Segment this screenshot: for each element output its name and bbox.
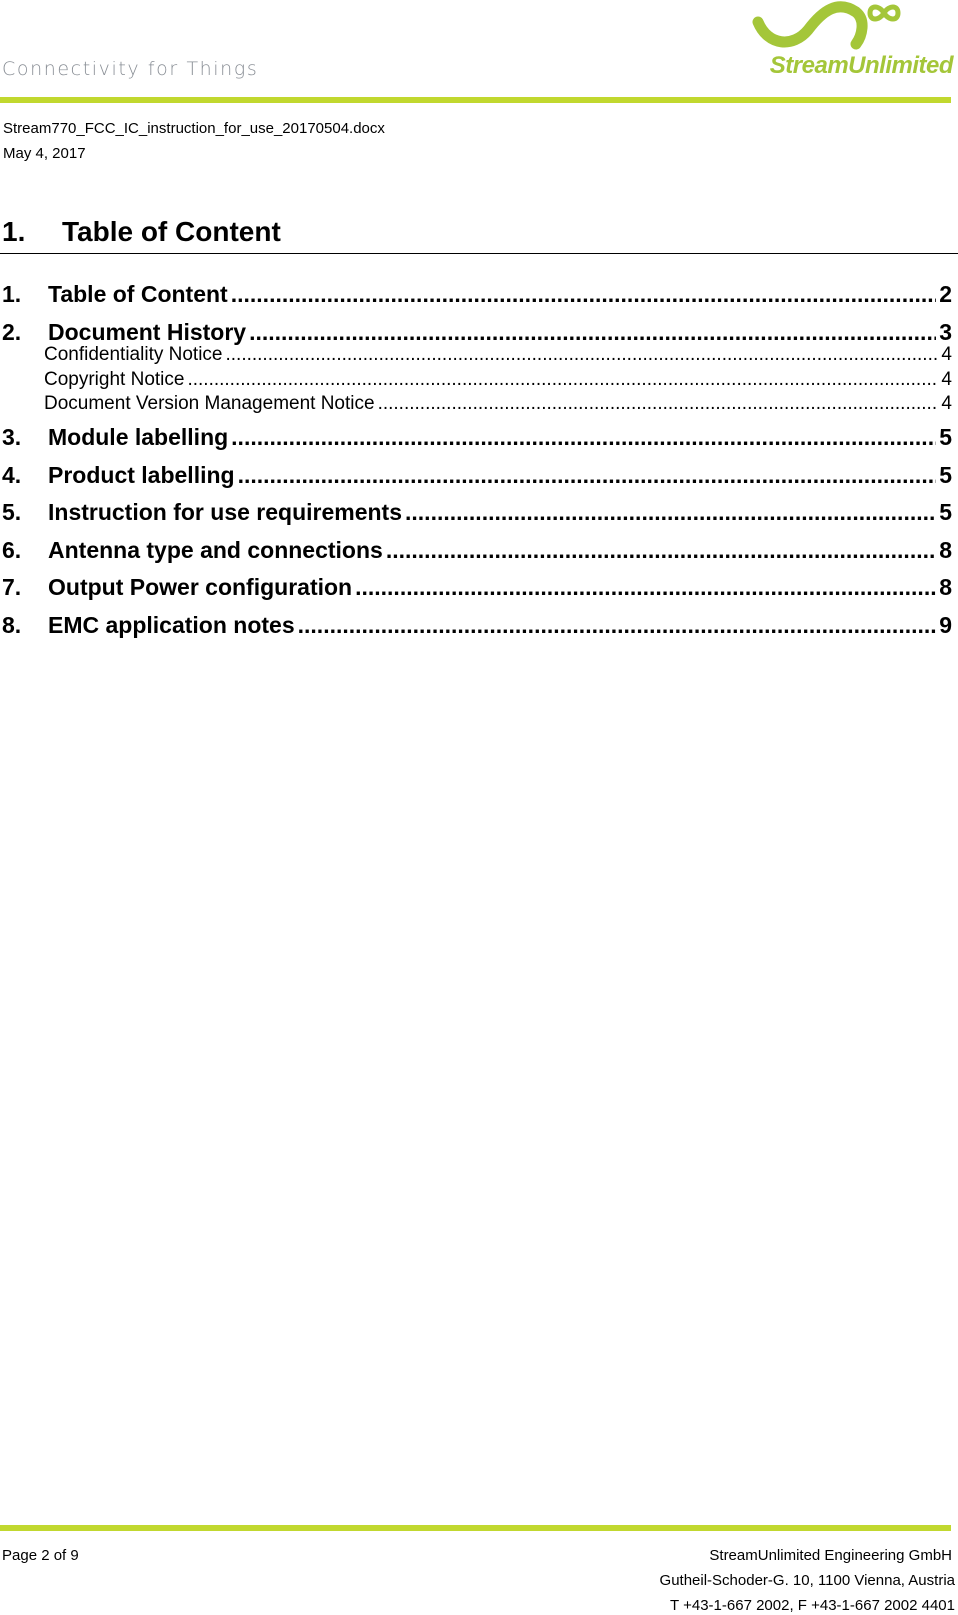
toc-entry[interactable] bbox=[2, 494, 952, 532]
toc-entry[interactable] bbox=[2, 569, 952, 607]
toc-number: 7. bbox=[2, 574, 22, 601]
toc-leader bbox=[405, 494, 936, 532]
logo-text: StreamUnlimited bbox=[769, 52, 953, 79]
toc-title: Table of Content bbox=[48, 281, 228, 307]
toc-subentry[interactable] bbox=[2, 392, 952, 417]
toc-title: Document Version Management Notice bbox=[44, 393, 375, 415]
footer-address: Gutheil-Schoder-G. 10, 1100 Vienna, Austria bbox=[659, 1572, 955, 1589]
toc-page: 3 bbox=[939, 318, 952, 345]
toc-number: 3. bbox=[2, 423, 22, 450]
document-date: May 4, 2017 bbox=[3, 145, 86, 162]
toc-leader bbox=[386, 532, 936, 570]
toc-entry[interactable] bbox=[2, 532, 952, 570]
toc-number: 4. bbox=[2, 461, 22, 488]
toc-page: 8 bbox=[939, 536, 952, 563]
toc-number: 6. bbox=[2, 536, 22, 563]
toc-title: Product labelling bbox=[48, 461, 235, 488]
toc-page: 4 bbox=[941, 393, 952, 415]
streamunlimited-logo bbox=[738, 0, 953, 86]
toc-page: 8 bbox=[939, 574, 952, 601]
toc-page: 9 bbox=[939, 611, 952, 638]
toc-page: 5 bbox=[939, 461, 952, 488]
toc-title: Copyright Notice bbox=[44, 368, 185, 390]
table-of-contents bbox=[2, 276, 952, 645]
toc-subentry[interactable] bbox=[2, 343, 952, 368]
toc-title: Module labelling bbox=[48, 423, 229, 450]
toc-title: Instruction for use requirements bbox=[48, 499, 403, 526]
footer-phone: T +43-1-667 2002, F +43-1-667 2002 4401 bbox=[670, 1597, 955, 1614]
toc-page: 4 bbox=[941, 344, 952, 366]
footer-divider bbox=[0, 1525, 951, 1531]
toc-entry[interactable] bbox=[2, 607, 952, 645]
tagline: Connectivity for Things bbox=[2, 58, 259, 80]
section-number: 1. bbox=[2, 216, 26, 247]
toc-title: Document History bbox=[48, 318, 247, 345]
page-number: Page 2 of 9 bbox=[2, 1547, 79, 1564]
heading-rule bbox=[0, 253, 958, 254]
toc-leader bbox=[231, 276, 936, 314]
toc-page: 4 bbox=[941, 368, 952, 390]
toc-leader bbox=[231, 419, 936, 457]
section-title: Table of Content bbox=[62, 216, 281, 247]
toc-number: 8. bbox=[2, 611, 22, 638]
section-heading bbox=[2, 216, 281, 248]
toc-leader bbox=[225, 343, 938, 368]
footer-company: StreamUnlimited Engineering GmbH bbox=[709, 1547, 952, 1564]
toc-title: Confidentiality Notice bbox=[44, 344, 223, 366]
toc-page: 5 bbox=[939, 423, 952, 450]
toc-number: 2. bbox=[2, 318, 22, 345]
toc-title: EMC application notes bbox=[48, 611, 295, 638]
toc-entry[interactable] bbox=[2, 457, 952, 495]
toc-entry[interactable] bbox=[2, 419, 952, 457]
toc-leader bbox=[355, 569, 936, 607]
toc-number: 1. bbox=[2, 281, 22, 307]
toc-title: Antenna type and connections bbox=[48, 536, 383, 563]
toc-subentry[interactable] bbox=[2, 368, 952, 393]
document-filename: Stream770_FCC_IC_instruction_for_use_20170504.docx bbox=[3, 120, 385, 137]
toc-leader bbox=[298, 607, 937, 645]
toc-leader bbox=[187, 368, 938, 393]
toc-leader bbox=[378, 392, 939, 417]
toc-number: 5. bbox=[2, 499, 22, 526]
wave-infinity-icon bbox=[738, 0, 953, 56]
toc-entry[interactable] bbox=[2, 276, 952, 314]
toc-title: Output Power configuration bbox=[48, 574, 353, 601]
toc-leader bbox=[238, 457, 937, 495]
toc-page: 5 bbox=[939, 499, 952, 526]
header-divider bbox=[0, 97, 951, 103]
toc-page: 2 bbox=[939, 281, 952, 307]
